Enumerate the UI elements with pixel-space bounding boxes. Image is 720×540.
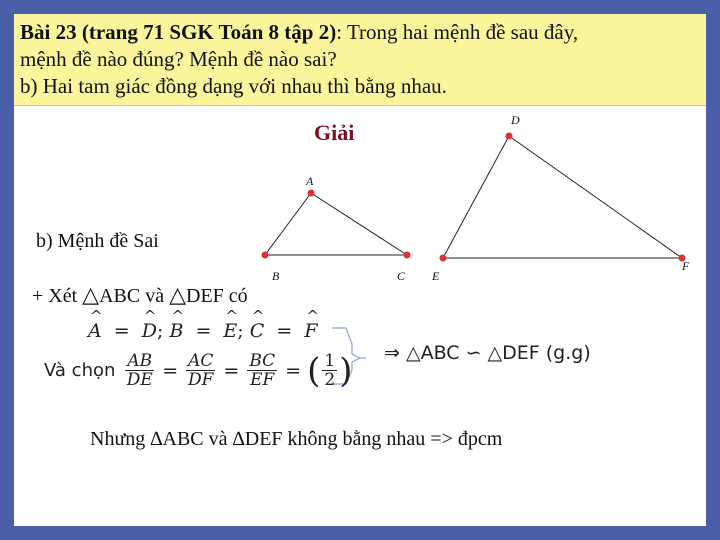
consider-line: [32, 282, 248, 308]
problem-statement-1: : Trong hai mệnh đề sau đây,: [336, 20, 579, 44]
triangle-symbol-icon: △: [169, 282, 187, 307]
problem-statement-2: mệnh đề nào đúng? Mệnh đề nào sai?: [20, 47, 337, 71]
angle-b: B: [169, 320, 184, 342]
point-e: [440, 255, 447, 262]
answer-text: b) Mệnh đề Sai: [36, 230, 159, 252]
angle-a: A: [88, 320, 102, 342]
hat-icon: ^: [306, 307, 319, 325]
label-a: A: [306, 174, 314, 188]
triangle-def: DEF có: [186, 285, 248, 307]
edge-de: [443, 136, 509, 258]
label-f: F: [682, 259, 690, 273]
choose-label: Và chọn: [44, 360, 116, 381]
and-word: và: [145, 285, 165, 307]
point-b: [262, 252, 269, 259]
ratio-ac-df: $\frac{AC}{DF}$: [188, 351, 214, 390]
hat-icon: ^: [171, 307, 185, 325]
edge-ab: [265, 193, 311, 255]
label-d: D: [511, 113, 520, 127]
hat-icon: ^: [225, 307, 238, 325]
angle-equalities: A ^ = D ^ ; B ^ = E ^ ; C ^ = F ^: [88, 307, 319, 342]
slide: [14, 14, 706, 526]
label-c: C: [397, 269, 406, 283]
consider-prefix: + Xét: [32, 285, 78, 307]
edge-ac: [311, 193, 407, 255]
triangle-symbol-icon: △: [82, 282, 100, 307]
angle-d: D: [141, 320, 157, 342]
problem-statement-3: b) Hai tam giác đồng dạng với nhau thì bằng nhau.: [20, 74, 447, 98]
triangle-abc: ABC: [99, 285, 141, 307]
point-d: [506, 133, 513, 140]
point-a: [308, 190, 315, 197]
label-b: B: [272, 269, 280, 283]
edge-df: [509, 136, 682, 258]
hat-icon: ^: [251, 307, 265, 325]
ratio-line: Và chọn $\frac{AB}{DE}$ = $\frac{AC}{DF}$ = $\frac{BC}{EF}$ = ( $\frac{1}{2}$ ): [44, 350, 353, 391]
final-note: Nhưng ∆ABC và ∆DEF không bằng nhau => đpcm: [90, 428, 503, 450]
label-e: E: [432, 269, 440, 283]
solution-heading: Giải: [314, 120, 355, 145]
ratio-bc-ef: $\frac{BC}{EF}$: [249, 351, 276, 390]
scale-ratio: $\frac{1}{2}$: [324, 351, 336, 390]
similarity-conclusion: ⇒ △ABC ∽ △DEF (g.g): [384, 342, 591, 364]
hat-icon: ^: [143, 307, 157, 325]
angle-f: F: [304, 320, 318, 342]
ratio-ab-de: $\frac{AB}{DE}$: [126, 351, 153, 390]
problem-title: Bài 23 (trang 71 SGK Toán 8 tập 2): [20, 20, 337, 44]
angle-e: E: [223, 320, 238, 342]
point-c: [404, 252, 411, 259]
angle-c: C: [249, 320, 265, 342]
hat-icon: ^: [90, 307, 103, 325]
